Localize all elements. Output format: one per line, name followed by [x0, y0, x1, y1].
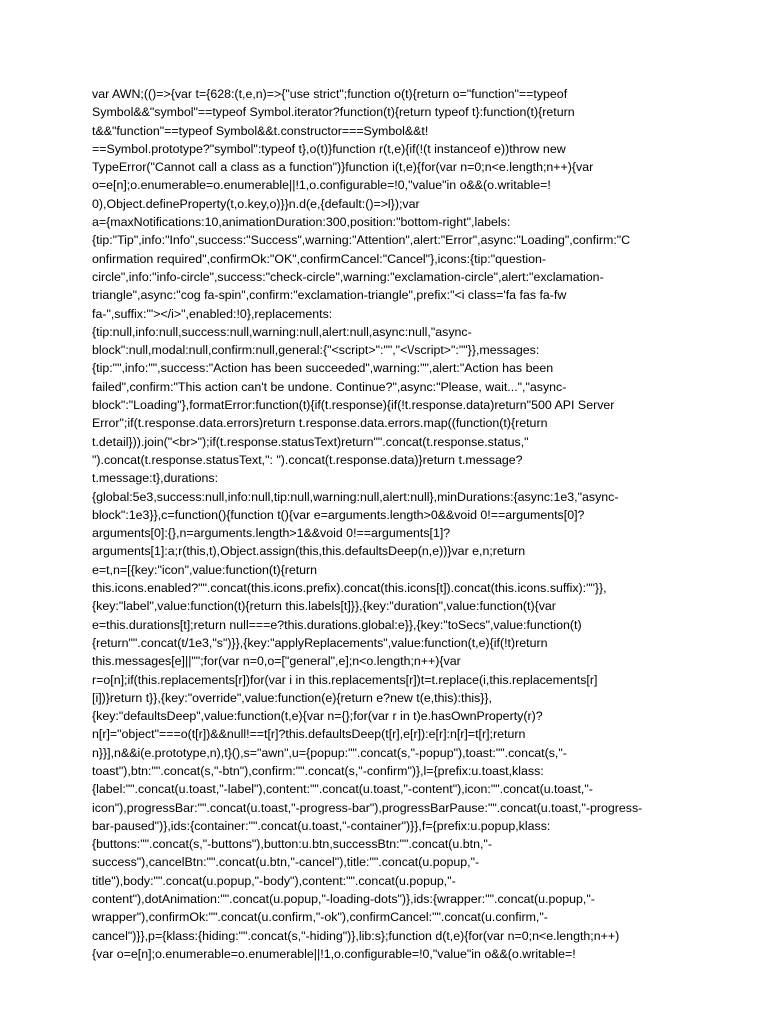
code-line: {global:5e3,success:null,info:null,tip:null,warning:null,alert:null},minDurations:{async:1e3,"async- — [92, 489, 619, 504]
code-line: icon"),progressBar:"".concat(u.toast,"-progress-bar"),progressBarPause:"".concat(u.toast,"-progress- — [92, 800, 643, 815]
code-line: arguments[1]:a;r(this,t),Object.assign(this,this.defaultsDeep(n,e))}var e,n;return — [92, 544, 526, 559]
code-line: failed",confirm:"This action can't be undone. Continue?",async:"Please, wait...","async- — [92, 379, 567, 394]
code-line: o=e[n];o.enumerable=o.enumerable||!1,o.configurable=!0,"value"in o&&(o.writable=! — [92, 178, 551, 193]
code-line: {tip:null,info:null,success:null,warning:null,alert:null,async:null,"async- — [92, 324, 472, 339]
code-line: a={maxNotifications:10,animationDuration:300,position:"bottom-right",labels: — [92, 215, 511, 230]
code-line: Error";if(t.response.data.errors)return t.response.data.errors.map((function(t){return — [92, 416, 548, 431]
code-line: {var o=e[n];o.enumerable=o.enumerable||!1,o.configurable=!0,"value"in o&&(o.writable=! — [92, 946, 576, 961]
code-line: block":1e3}},c=function(){function t(){var e=arguments.length>0&&void 0!==arguments[0]? — [92, 507, 585, 522]
code-line: onfirmation required",confirmOk:"OK",confirmCancel:"Cancel"},icons:{tip:"question- — [92, 251, 547, 266]
javascript-source-text — [92, 85, 680, 963]
code-line: bar-paused")},ids:{container:"".concat(u.toast,"-container")}},f={prefix:u.popup,klass: — [92, 818, 551, 833]
code-line: t&&"function"==typeof Symbol&&t.constructor===Symbol&&t! — [92, 123, 429, 138]
code-line: title"),body:"".concat(u.popup,"-body"),content:"".concat(u.popup,"- — [92, 873, 456, 888]
code-line: this.icons.enabled?"".concat(this.icons.prefix).concat(this.icons[t]).concat(this.icons.suffix):""}}, — [92, 581, 607, 596]
code-line: ").concat(t.response.statusText,": ").concat(t.response.data)}return t.message? — [92, 452, 523, 467]
code-line: fa-",suffix:"'></i>",enabled:!0},replacements: — [92, 306, 333, 321]
code-line: r=o[n];if(this.replacements[r])for(var i in this.replacements[r])t=t.replace(i,this.replacements[r] — [92, 672, 598, 687]
code-line: var AWN;(()=>{var t={628:(t,e,n)=>{"use strict";function o(t){return o="function"==typeof — [92, 87, 568, 101]
code-line: {tip:"Tip",info:"Info",success:"Success",warning:"Attention",alert:"Error",async:"Loading",confirm:"C — [92, 233, 631, 248]
code-line: {buttons:"".concat(s,"-buttons"),button:u.btn,successBtn:"".concat(u.btn,"- — [92, 837, 492, 852]
code-line: toast"),btn:"".concat(s,"-btn"),confirm:"".concat(s,"-confirm")},l={prefix:u.toast,klass: — [92, 763, 544, 778]
code-line: e=t,n=[{key:"icon",value:function(t){return — [92, 562, 318, 577]
code-line: block":"Loading"},formatError:function(t){if(t.response){if(!t.response.data)return"500 API Server — [92, 398, 615, 413]
code-line: [i])}return t}},{key:"override",value:function(e){return e?new t(e,this):this}}, — [92, 690, 493, 705]
code-line: arguments[0]:{},n=arguments.length>1&&void 0!==arguments[1]? — [92, 526, 451, 541]
code-line: block":null,modal:null,confirm:null,general:{"<script>":"","<\/script>":""}},messages: — [92, 343, 540, 358]
code-line: 0),Object.defineProperty(t,o.key,o)}}n.d(e,{default:()=>l});var — [92, 196, 420, 211]
code-line: wrapper"),confirmOk:"".concat(u.confirm,"-ok"),confirmCancel:"".concat(u.confirm,"- — [92, 910, 548, 925]
code-line: e=this.durations[t];return null===e?this.durations.global:e}},{key:"toSecs",value:function(t) — [92, 617, 582, 632]
code-line: n[r]="object"===o(t[r])&&null!==t[r]?this.defaultsDeep(t[r],e[r]):e[r]:n[r]=t[r];return — [92, 727, 526, 742]
code-line: triangle",async:"cog fa-spin",confirm:"exclamation-triangle",prefix:"<i class='fa fas fa-fw — [92, 288, 567, 303]
code-line: this.messages[e]||"";for(var n=0,o=["general",e];n<o.length;n++){var — [92, 654, 461, 669]
code-line: {key:"defaultsDeep",value:function(t,e){var n={};for(var r in t)e.hasOwnProperty(r)? — [92, 709, 543, 724]
code-line: Symbol&&"symbol"==typeof Symbol.iterator?function(t){return typeof t}:function(t){return — [92, 105, 575, 120]
code-line: {return"".concat(t/1e3,"s")}},{key:"applyReplacements",value:function(t,e){if(!t)return — [92, 635, 548, 650]
code-line: {tip:"",info:"",success:"Action has been succeeded",warning:"",alert:"Action has been — [92, 361, 554, 376]
code-line: t.detail})).join("<br>");if(t.response.statusText)return"".concat(t.response.status," — [92, 434, 529, 449]
code-line: t.message:t},durations: — [92, 471, 219, 486]
code-line: ==Symbol.prototype?"symbol":typeof t},o(t)}function r(t,e){if(!(t instanceof e))throw new — [92, 141, 566, 156]
code-line: content"),dotAnimation:"".concat(u.popup,"-loading-dots")},ids:{wrapper:"".concat(u.popup,"- — [92, 892, 595, 907]
code-line: TypeError("Cannot call a class as a function")}function i(t,e){for(var n=0;n<e.length;n++){var — [92, 160, 594, 175]
code-line: cancel")}},p={klass:{hiding:"".concat(s,"-hiding")},lib:s};function d(t,e){for(var n=0;n<e.length;n++) — [92, 928, 620, 943]
code-line: success"),cancelBtn:"".concat(u.btn,"-cancel"),title:"".concat(u.popup,"- — [92, 855, 480, 870]
code-line: {label:"".concat(u.toast,"-label"),content:"".concat(u.toast,"-content"),icon:"".concat(u.toast,"- — [92, 782, 593, 797]
code-line: n}}],n&&i(e.prototype,n),t}(),s="awn",u={popup:"".concat(s,"-popup"),toast:"".concat(s,"- — [92, 745, 567, 760]
code-line: {key:"label",value:function(t){return this.labels[t]}},{key:"duration",value:function(t){var — [92, 599, 556, 614]
code-line: circle",info:"info-circle",success:"check-circle",warning:"exclamation-circle",alert:"exclamation- — [92, 269, 604, 284]
